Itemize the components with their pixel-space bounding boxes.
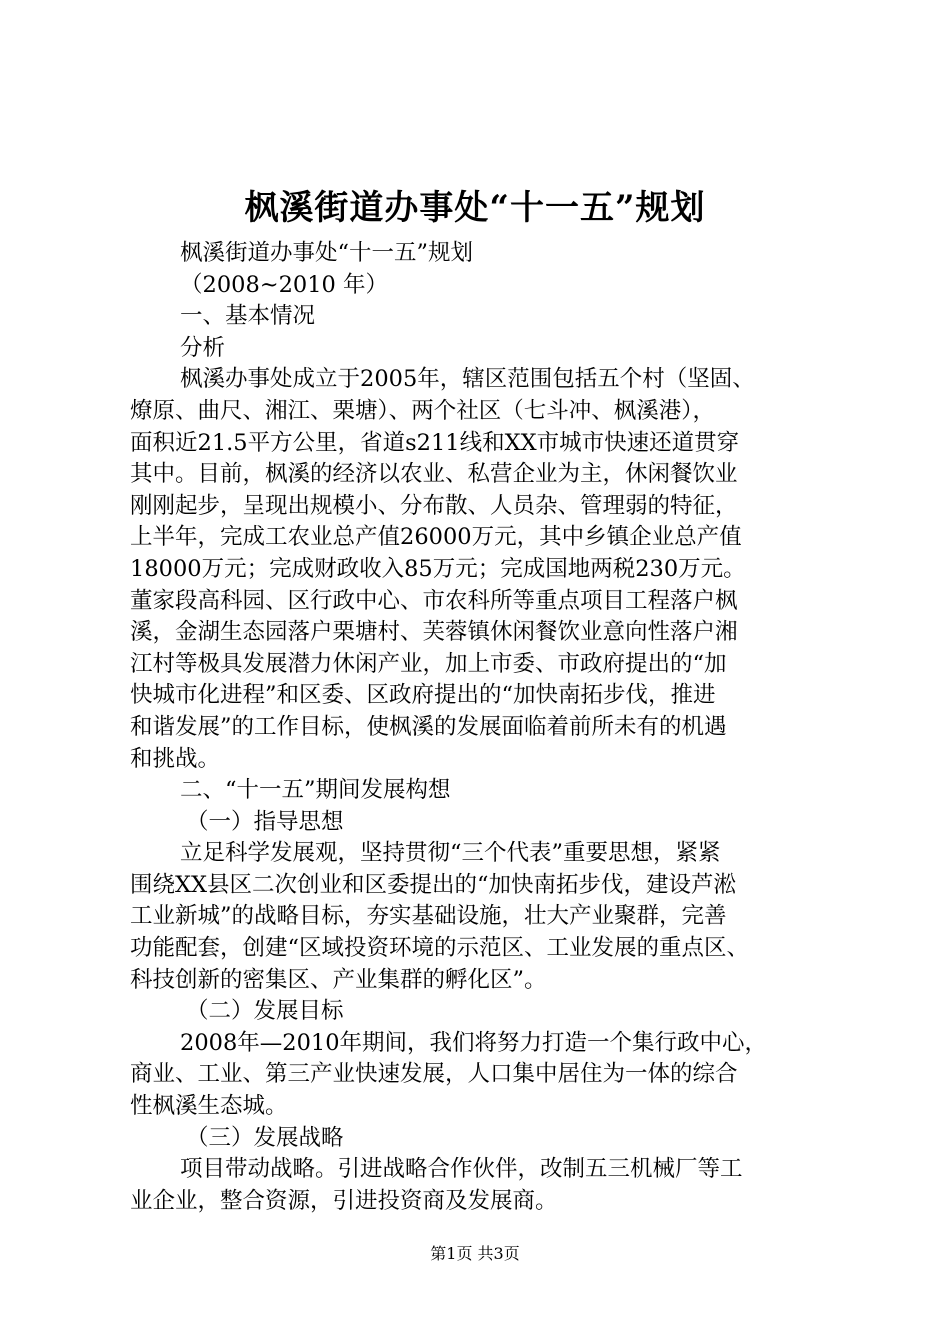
- text-line: 功能配套，创建“区域投资环境的示范区、工业发展的重点区、: [130, 935, 750, 962]
- text-line: 性枫溪生态城。: [130, 1093, 288, 1120]
- section-heading-2: 二、“十一五”期间发展构想: [180, 777, 451, 804]
- text-line: 2008年—2010年期间，我们将努力打造一个集行政中心，: [180, 1029, 768, 1056]
- paragraph-guiding-ideology: [130, 838, 842, 996]
- text-line: 和谐发展”的工作目标，使枫溪的发展面临着前所未有的机遇: [130, 713, 727, 740]
- text-line: 工业新城”的战略目标，夯实基础设施，壮大产业聚群，完善: [130, 903, 727, 930]
- text-line: 上半年，完成工农业总产值26000万元，其中乡镇企业总产值: [130, 524, 742, 551]
- paragraph-development-goals: [130, 1028, 842, 1123]
- date-range-line: （2008~2010 年）: [180, 271, 389, 298]
- text-line: 和挑战。: [130, 745, 221, 772]
- section-heading-1-cont: 分析: [180, 334, 226, 361]
- text-line: 溪，金湖生态园落户栗塘村、芙蓉镇休闲餐饮业意向性落户湘: [130, 619, 738, 646]
- text-line: 科技创新的密集区、产业集群的孵化区”。: [130, 966, 547, 993]
- text-line: 快城市化进程”和区委、区政府提出的“加快南拓步伐，推进: [130, 682, 716, 709]
- subtitle-line: 枫溪街道办事处“十一五”规划: [180, 240, 474, 266]
- text-line: 项目带动战略。引进战略合作伙伴，改制五三机械厂等工: [180, 1156, 743, 1183]
- paragraph-development-strategy: [130, 1154, 842, 1217]
- page-footer: 第1页 共3页: [430, 1244, 520, 1263]
- document-body: [130, 238, 842, 1217]
- text-line: 面积近21.5平方公里，省道s211线和XX市城市快速还道贯穿: [130, 429, 740, 456]
- text-line: 业企业，整合资源，引进投资商及发展商。: [130, 1187, 558, 1214]
- text-line: 刚刚起步，呈现出规模小、分布散、人员杂、管理弱的特征，: [130, 492, 738, 519]
- section-heading-1: 一、基本情况: [180, 303, 316, 330]
- text-line: 枫溪办事处成立于2005年，辖区范围包括五个村（坚固、: [180, 366, 755, 393]
- text-line: 18000万元；完成财政收入85万元；完成国地两税230万元。: [130, 555, 746, 582]
- paragraph-basic-situation: [130, 364, 842, 775]
- subheading-guiding-ideology: （一）指导思想: [186, 808, 344, 835]
- text-line: 立足科学发展观，坚持贯彻“三个代表”重要思想，紧紧: [180, 840, 721, 867]
- text-line: 商业、工业、第三产业快速发展，人口集中居住为一体的综合: [130, 1061, 738, 1088]
- text-line: 燎原、曲尺、湘江、栗塘）、两个社区（七斗冲、枫溪港），: [130, 397, 716, 424]
- text-line: 董家段高科园、区行政中心、市农科所等重点项目工程落户枫: [130, 587, 738, 614]
- text-line: 江村等极具发展潜力休闲产业，加上市委、市政府提出的“加: [130, 650, 727, 677]
- text-line: 围绕XX县区二次创业和区委提出的“加快南拓步伐，建设芦淞: [130, 871, 737, 898]
- text-line: 其中。目前，枫溪的经济以农业、私营企业为主，休闲餐饮业: [130, 461, 738, 488]
- subheading-development-strategy: （三）发展战略: [186, 1124, 344, 1151]
- document-title: 枫溪街道办事处“十一五”规划: [244, 188, 706, 228]
- subheading-development-goals: （二）发展目标: [186, 998, 344, 1025]
